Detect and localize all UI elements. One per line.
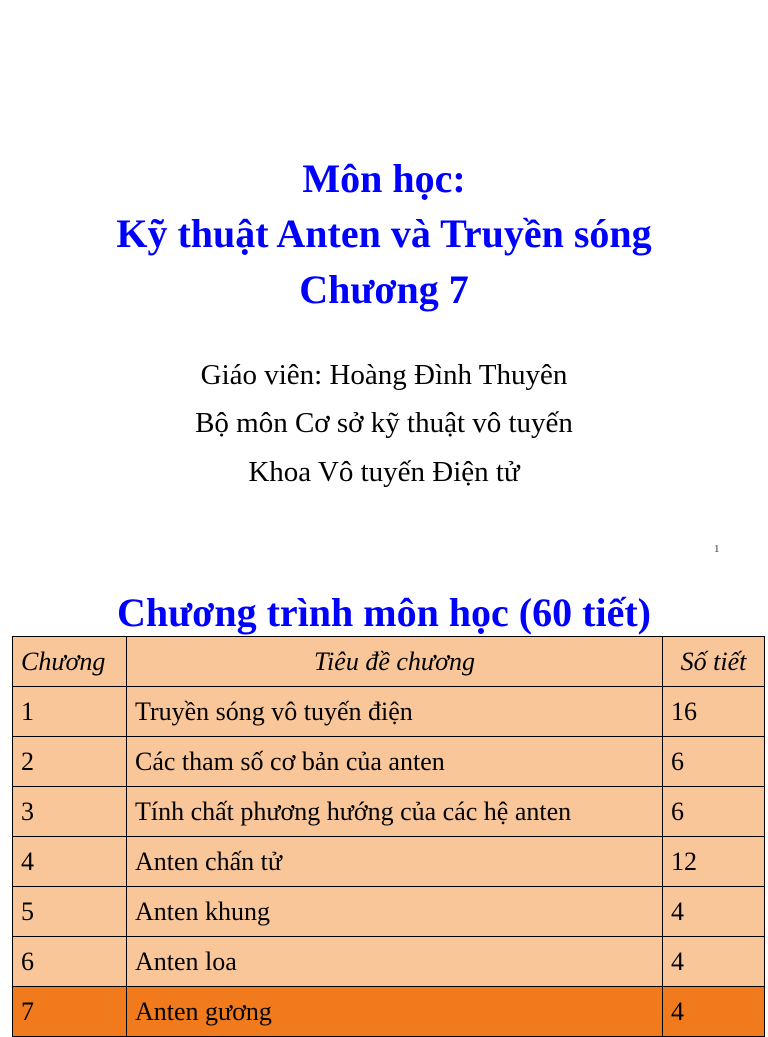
chapter-number: 6 xyxy=(13,937,127,987)
chapter-title-cell: Tính chất phương hướng của các hệ anten xyxy=(127,787,663,837)
table-row xyxy=(13,737,765,787)
chapter-title-cell: Truyền sóng vô tuyến điện xyxy=(127,687,663,737)
chapter-title-cell: Các tham số cơ bản của anten xyxy=(127,737,663,787)
chapter-number: 1 xyxy=(13,687,127,737)
header-chapter: Chương xyxy=(13,637,127,687)
periods-cell: 6 xyxy=(663,737,765,787)
table-row xyxy=(13,937,765,987)
course-label: Môn học: xyxy=(302,156,466,201)
periods-cell: 4 xyxy=(663,937,765,987)
department-name: Bộ môn Cơ sở kỹ thuật vô tuyến xyxy=(195,407,573,439)
curriculum-table xyxy=(12,636,765,1037)
course-title: Kỹ thuật Anten và Truyền sóng xyxy=(116,211,652,256)
chapter-number: 2 xyxy=(13,737,127,787)
table-header-row xyxy=(13,637,765,687)
periods-cell: 4 xyxy=(663,987,765,1037)
periods-cell: 12 xyxy=(663,837,765,887)
chapter-number: 5 xyxy=(13,887,127,937)
periods-cell: 6 xyxy=(663,787,765,837)
periods-cell: 4 xyxy=(663,887,765,937)
chapter-number: 7 xyxy=(13,987,127,1037)
periods-cell: 16 xyxy=(663,687,765,737)
table-row xyxy=(13,887,765,937)
chapter-title: Chương 7 xyxy=(299,267,469,312)
curriculum-title: Chương trình môn học (60 tiết) xyxy=(117,590,651,635)
table-row xyxy=(13,787,765,837)
table-row xyxy=(13,837,765,887)
chapter-number: 3 xyxy=(13,787,127,837)
page-number: 1 xyxy=(714,543,720,555)
table-row-highlighted xyxy=(13,987,765,1037)
chapter-title-cell: Anten khung xyxy=(127,887,663,937)
chapter-title-cell: Anten loa xyxy=(127,937,663,987)
teacher-name: Giáo viên: Hoàng Đình Thuyên xyxy=(200,359,568,391)
header-periods: Số tiết xyxy=(663,637,765,687)
table-row xyxy=(13,687,765,737)
faculty-name: Khoa Vô tuyến Điện tử xyxy=(248,456,520,488)
chapter-title-cell: Anten chấn tử xyxy=(127,837,663,887)
chapter-title-cell: Anten gương xyxy=(127,987,663,1037)
chapter-number: 4 xyxy=(13,837,127,887)
header-title: Tiêu đề chương xyxy=(127,637,663,687)
